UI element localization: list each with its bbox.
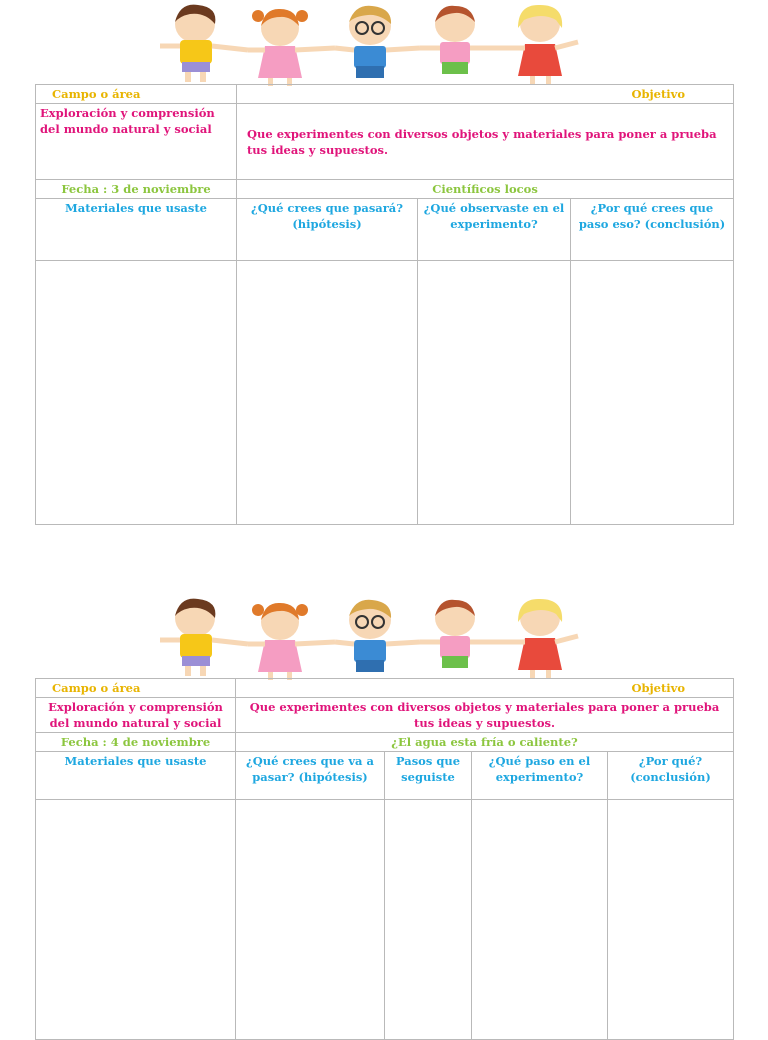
- column-header: ¿Por qué crees que paso eso? (conclusión): [571, 199, 734, 261]
- header-row: [36, 85, 734, 104]
- content-row: [36, 698, 734, 733]
- children-holding-hands-image: [150, 596, 585, 681]
- content-row: [36, 104, 734, 180]
- column-headers-row: [36, 752, 734, 800]
- column-header: Pasos que seguiste: [385, 752, 472, 800]
- answer-row: [36, 261, 734, 525]
- child-5-girl-blonde: [502, 599, 578, 678]
- column-header: Materiales que usaste: [36, 752, 236, 800]
- header-row: [36, 679, 734, 698]
- campo-value: Exploración y comprensión del mundo natural y social: [36, 698, 236, 733]
- child-5-girl-blonde: [502, 5, 578, 84]
- column-header: Materiales que usaste: [36, 199, 237, 261]
- activity-title: ¿El agua esta fría o caliente?: [236, 733, 734, 752]
- column-header: ¿Qué observaste en el experimento?: [418, 199, 571, 261]
- children-illustration-bottom: [150, 596, 585, 681]
- child-1-boy: [160, 599, 248, 676]
- child-2-girl: [248, 9, 335, 86]
- child-2-girl: [248, 603, 335, 680]
- child-4-girl-green: [420, 600, 502, 668]
- fecha: Fecha : 4 de noviembre: [36, 733, 236, 752]
- child-4-girl-green: [420, 6, 502, 74]
- children-illustration-top: [150, 2, 585, 87]
- objetivo-value: Que experimentes con diversos objetos y materiales para poner a prueba tus ideas y supuestos.: [237, 104, 734, 180]
- worksheet-table-2: [35, 678, 734, 1040]
- answer-cell[interactable]: [36, 800, 236, 1040]
- column-header: ¿Por qué? (conclusión): [608, 752, 734, 800]
- answer-cell[interactable]: [472, 800, 608, 1040]
- objetivo-value: Que experimentes con diversos objetos y materiales para poner a prueba tus ideas y supuestos.: [236, 698, 734, 733]
- answer-cell[interactable]: [236, 800, 385, 1040]
- answer-cell[interactable]: [385, 800, 472, 1040]
- answer-cell[interactable]: [237, 261, 418, 525]
- date-row: [36, 180, 734, 199]
- answer-cell[interactable]: [36, 261, 237, 525]
- answer-cell[interactable]: [418, 261, 571, 525]
- date-row: [36, 733, 734, 752]
- worksheet-table-1: [35, 84, 734, 525]
- child-1-boy: [160, 5, 248, 82]
- fecha: Fecha : 3 de noviembre: [36, 180, 237, 199]
- child-3-boy-glasses: [335, 6, 420, 78]
- objetivo-label: Objetivo: [237, 85, 734, 104]
- activity-title: Científicos locos: [237, 180, 734, 199]
- answer-cell[interactable]: [571, 261, 734, 525]
- campo-label: Campo o área: [36, 679, 236, 698]
- children-holding-hands-image: [150, 2, 585, 87]
- campo-label: Campo o área: [36, 85, 237, 104]
- column-headers-row: [36, 199, 734, 261]
- column-header: ¿Qué crees que pasará? (hipótesis): [237, 199, 418, 261]
- objetivo-label: Objetivo: [236, 679, 734, 698]
- campo-value: Exploración y comprensión del mundo natural y social: [36, 104, 237, 180]
- answer-row: [36, 800, 734, 1040]
- column-header: ¿Qué crees que va a pasar? (hipótesis): [236, 752, 385, 800]
- answer-cell[interactable]: [608, 800, 734, 1040]
- column-header: ¿Qué paso en el experimento?: [472, 752, 608, 800]
- child-3-boy-glasses: [335, 600, 420, 672]
